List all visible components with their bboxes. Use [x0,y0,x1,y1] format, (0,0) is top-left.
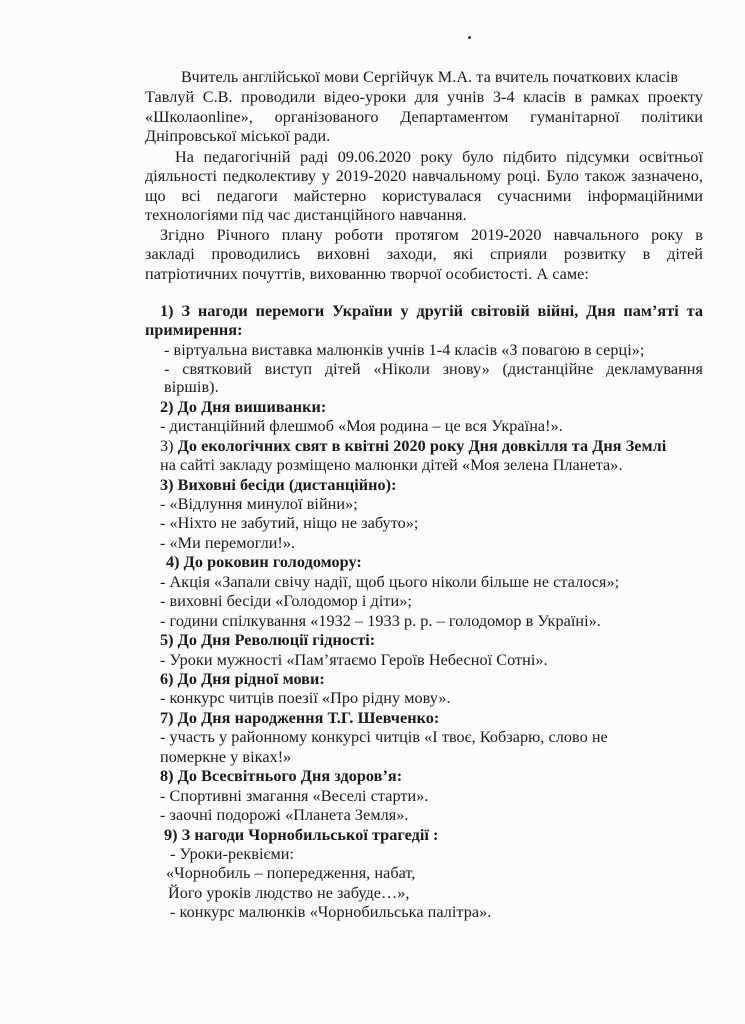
list-item: - Уроки-реквієми: [170,845,295,863]
paragraph-line: Згідно Річного плану роботи протягом 2019-2020 навчального року в [160,226,703,244]
paragraph-line: «Школаonline», організованого Департаментом гуманітарної політики [145,108,703,126]
section-heading: 7) До Дня народження Т.Г. Шевченко: [160,709,440,727]
section-heading: 4) До роковин голодомору: [166,553,362,571]
list-item: - заочні подорожі «Планета Земля». [160,806,409,824]
paragraph-line: патріотичних почуттів, вихованню творчої особистості. А саме: [145,265,589,283]
section-heading: 9) З нагоди Чорнобильської трагедії : [164,826,439,844]
list-item: - конкурс малюнків «Чорнобильська палітра». [170,903,492,921]
section-heading: 6) До Дня рідної мови: [160,670,325,688]
list-item: - дистанційний флешмоб «Моя родина – це вся Україна!». [160,417,563,435]
paragraph-line: технологіями під час дистанційного навчання. [145,206,467,224]
section-number: 3) [160,437,174,455]
list-item: - години спілкування «1932 – 1933 р. р. – голодомор в Україні». [160,612,601,630]
list-item: «Чорнобиль – попередження, набат, [166,864,416,882]
scan-speck [468,36,471,39]
paragraph-line: На педагогічній раді 09.06.2020 року було підбито підсумки освітньої [175,148,703,166]
list-item: - Уроки мужності «Пам’ятаємо Героїв Небесної Сотні». [160,651,548,669]
section-heading-text: До екологічних свят в квітні 2020 року Дня довкілля та Дня Землі [177,437,667,455]
section-heading: 3) Виховні бесіди (дистанційно): [160,476,397,494]
list-item: - Акція «Запали свічу надії, щоб цього ніколи більше не сталося»; [160,573,620,591]
list-item: - Спортивні змагання «Веселі старти». [160,787,429,805]
list-item: - святковий виступ дітей «Ніколи знову» (дистанційне декламування [164,360,703,378]
list-item: - «Відлуння минулої війни»; [160,495,358,513]
list-item: - конкурс читців поезії «Про рідну мову». [160,689,451,707]
paragraph-line: Вчитель англійської мови Сергійчук М.А. та вчитель початкових класів [181,68,679,86]
paragraph-line: діяльності педколективу у 2019-2020 навчальному році. Було також зазначено, [145,167,703,185]
section-heading: 1) З нагоди перемоги України у другій світовій війні, Дня пам’яті та [160,302,703,320]
list-item: - «Ми перемогли!». [160,534,296,552]
list-item: - участь у районному конкурсі читців «І твоє, Кобзарю, слово не [160,728,608,746]
section-heading: 5) До Дня Революції гідності: [160,631,376,649]
list-item: на сайті закладу розміщено малюнки дітей «Моя зелена Планета». [160,456,623,474]
section-heading [160,437,666,456]
list-item: померкне у віках!» [160,748,292,766]
list-item: Його уроків людство не забуде…», [168,884,410,902]
list-item: - віртуальна виставка малюнків учнів 1-4 класів «З повагою в серці»; [164,341,645,359]
list-item: віршів). [164,378,219,396]
section-heading: примирення: [145,321,243,339]
section-heading: 8) До Всесвітнього Дня здоров’я: [160,767,403,785]
section-heading: 2) До Дня вишиванки: [160,398,327,416]
paragraph-line: Дніпровської міської ради. [145,127,331,145]
paragraph-line: закладі проводились виховні заходи, які сприяли розвитку в дітей [145,245,703,263]
paragraph-line: Тавлуй С.В. проводили відео-уроки для учнів 3-4 класів в рамках проекту [145,88,703,106]
paragraph-line: що всі педагоги майстерно користувалася сучасними інформаційними [145,187,703,205]
list-item: - виховні бесіди «Голодомор і діти»; [160,592,412,610]
list-item: - «Ніхто не забутий, ніщо не забуто»; [160,514,419,532]
